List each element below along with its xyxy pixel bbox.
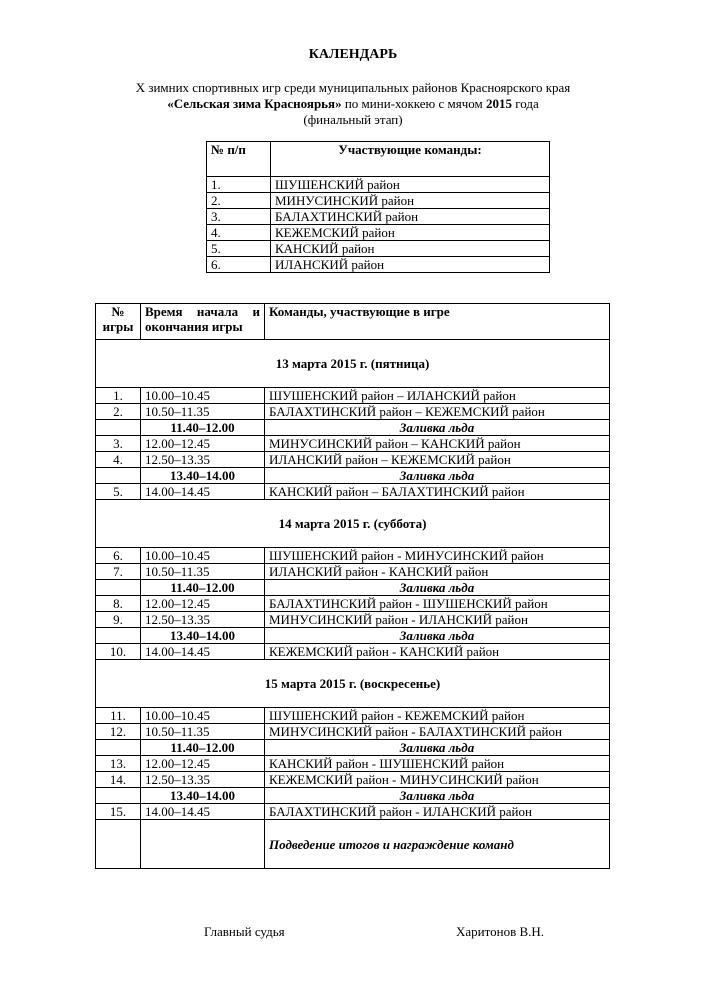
competition-name: «Сельская зима Красноярья»: [167, 96, 342, 111]
game-time: 10.00–10.45: [141, 548, 265, 564]
teams-table: [206, 141, 550, 273]
game-teams: БАЛАХТИНСКИЙ район – КЕЖЕМСКИЙ район: [265, 404, 610, 420]
ice-break-row: [96, 740, 610, 756]
game-time: 10.50–11.35: [141, 724, 265, 740]
game-teams: БАЛАХТИНСКИЙ район - ШУШЕНСКИЙ район: [265, 596, 610, 612]
game-time: 12.00–12.45: [141, 436, 265, 452]
game-num: 9.: [96, 612, 141, 628]
game-teams: КАНСКИЙ район – БАЛАХТИНСКИЙ район: [265, 484, 610, 500]
subtitle-line-1: X зимних спортивных игр среди муниципальных районов Красноярского края: [135, 80, 571, 95]
game-teams: КАНСКИЙ район - ШУШЕНСКИЙ район: [265, 756, 610, 772]
game-row: [96, 772, 610, 788]
game-row: [96, 804, 610, 820]
game-teams: ШУШЕНСКИЙ район - МИНУСИНСКИЙ район: [265, 548, 610, 564]
game-num: 5.: [96, 484, 141, 500]
game-num: 7.: [96, 564, 141, 580]
game-row: [96, 724, 610, 740]
game-row: [96, 404, 610, 420]
teams-col-team: Участвующие команды:: [271, 142, 550, 177]
team-row: [207, 241, 550, 257]
ice-time: 11.40–12.00: [141, 580, 265, 596]
schedule-table-header: [96, 304, 610, 340]
game-num: 14.: [96, 772, 141, 788]
schedule-col-time: Время начала и окончания игры: [141, 304, 265, 340]
ice-label: Заливка льда: [265, 468, 610, 484]
closing-label: Подведение итогов и награждение команд: [265, 820, 610, 869]
game-num: 15.: [96, 804, 141, 820]
game-teams: ИЛАНСКИЙ район – КЕЖЕМСКИЙ район: [265, 452, 610, 468]
schedule-col-teams: Команды, участвующие в игре: [265, 304, 610, 340]
game-num: [96, 820, 141, 869]
ice-break-row: [96, 628, 610, 644]
team-num: 5.: [207, 241, 271, 257]
game-time: 12.00–12.45: [141, 596, 265, 612]
team-row: [207, 257, 550, 273]
game-row: [96, 452, 610, 468]
closing-row: [96, 820, 610, 869]
game-teams: МИНУСИНСКИЙ район – КАНСКИЙ район: [265, 436, 610, 452]
game-num: 10.: [96, 644, 141, 660]
ice-break-row: [96, 788, 610, 804]
game-num: 2.: [96, 404, 141, 420]
subtitle-line-2: [0, 96, 706, 112]
game-row: [96, 612, 610, 628]
team-num: 4.: [207, 225, 271, 241]
schedule-table-body: [96, 340, 610, 869]
game-time: 14.00–14.45: [141, 484, 265, 500]
subtitle-end: года: [512, 96, 539, 111]
ice-label: Заливка льда: [265, 740, 610, 756]
team-name: КЕЖЕМСКИЙ район: [271, 225, 550, 241]
team-num: 6.: [207, 257, 271, 273]
day-header-row: [96, 500, 610, 548]
game-row: [96, 644, 610, 660]
game-time: 12.50–13.35: [141, 612, 265, 628]
game-row: [96, 708, 610, 724]
game-num: 8.: [96, 596, 141, 612]
team-name: МИНУСИНСКИЙ район: [271, 193, 550, 209]
game-teams: МИНУСИНСКИЙ район - БАЛАХТИНСКИЙ район: [265, 724, 610, 740]
game-time: 10.00–10.45: [141, 388, 265, 404]
chief-judge-label: Главный судья: [204, 924, 285, 939]
game-num: [96, 788, 141, 804]
ice-break-row: [96, 580, 610, 596]
game-time: 10.00–10.45: [141, 708, 265, 724]
ice-time: 13.40–14.00: [141, 468, 265, 484]
game-teams: МИНУСИНСКИЙ район - ИЛАНСКИЙ район: [265, 612, 610, 628]
game-num: 1.: [96, 388, 141, 404]
team-name: ШУШЕНСКИЙ район: [271, 177, 550, 193]
game-num: [96, 740, 141, 756]
game-teams: ШУШЕНСКИЙ район - КЕЖЕМСКИЙ район: [265, 708, 610, 724]
game-teams: КЕЖЕМСКИЙ район - КАНСКИЙ район: [265, 644, 610, 660]
day-label: 14 марта 2015 г. (суббота): [96, 500, 610, 548]
document-title: КАЛЕНДАРЬ: [308, 47, 398, 62]
game-num: 6.: [96, 548, 141, 564]
game-num: 11.: [96, 708, 141, 724]
team-row: [207, 177, 550, 193]
ice-break-row: [96, 420, 610, 436]
game-row: [96, 564, 610, 580]
ice-label: Заливка льда: [265, 420, 610, 436]
game-row: [96, 484, 610, 500]
game-num: 13.: [96, 756, 141, 772]
game-time: [141, 820, 265, 869]
team-name: БАЛАХТИНСКИЙ район: [271, 209, 550, 225]
game-num: [96, 580, 141, 596]
game-teams: ШУШЕНСКИЙ район – ИЛАНСКИЙ район: [265, 388, 610, 404]
game-row: [96, 596, 610, 612]
game-time: 14.00–14.45: [141, 644, 265, 660]
ice-time: 13.40–14.00: [141, 628, 265, 644]
day-label: 13 марта 2015 г. (пятница): [96, 340, 610, 388]
ice-time: 11.40–12.00: [141, 420, 265, 436]
game-row: [96, 388, 610, 404]
game-num: [96, 420, 141, 436]
game-num: 12.: [96, 724, 141, 740]
day-header-row: [96, 340, 610, 388]
ice-label: Заливка льда: [265, 580, 610, 596]
day-header-row: [96, 660, 610, 708]
ice-label: Заливка льда: [265, 628, 610, 644]
subtitle-sport: по мини-хоккею с мячом: [341, 96, 487, 111]
team-row: [207, 193, 550, 209]
game-teams: ИЛАНСКИЙ район - КАНСКИЙ район: [265, 564, 610, 580]
game-teams: КЕЖЕМСКИЙ район - МИНУСИНСКИЙ район: [265, 772, 610, 788]
game-time: 10.50–11.35: [141, 564, 265, 580]
game-num: 4.: [96, 452, 141, 468]
subtitle-year: 2015: [486, 96, 513, 111]
ice-break-row: [96, 468, 610, 484]
chief-judge-name: Харитонов В.Н.: [456, 924, 545, 939]
schedule-table: [95, 303, 610, 869]
game-time: 12.50–13.35: [141, 452, 265, 468]
ice-label: Заливка льда: [265, 788, 610, 804]
team-name: ИЛАНСКИЙ район: [271, 257, 550, 273]
ice-time: 11.40–12.00: [141, 740, 265, 756]
teams-col-num: № п/п: [207, 142, 271, 177]
game-time: 12.50–13.35: [141, 772, 265, 788]
game-num: 3.: [96, 436, 141, 452]
subtitle-line-3: (финальный этап): [303, 112, 403, 127]
ice-time: 13.40–14.00: [141, 788, 265, 804]
game-row: [96, 756, 610, 772]
team-num: 1.: [207, 177, 271, 193]
team-row: [207, 209, 550, 225]
team-num: 3.: [207, 209, 271, 225]
day-label: 15 марта 2015 г. (воскресенье): [96, 660, 610, 708]
schedule-col-num: № игры: [96, 304, 141, 340]
team-name: КАНСКИЙ район: [271, 241, 550, 257]
game-num: [96, 468, 141, 484]
game-row: [96, 548, 610, 564]
game-time: 12.00–12.45: [141, 756, 265, 772]
team-row: [207, 225, 550, 241]
game-teams: БАЛАХТИНСКИЙ район - ИЛАНСКИЙ район: [265, 804, 610, 820]
teams-table-header: [207, 142, 550, 177]
game-time: 10.50–11.35: [141, 404, 265, 420]
game-time: 14.00–14.45: [141, 804, 265, 820]
teams-table-body: [207, 177, 550, 273]
game-num: [96, 628, 141, 644]
team-num: 2.: [207, 193, 271, 209]
game-row: [96, 436, 610, 452]
